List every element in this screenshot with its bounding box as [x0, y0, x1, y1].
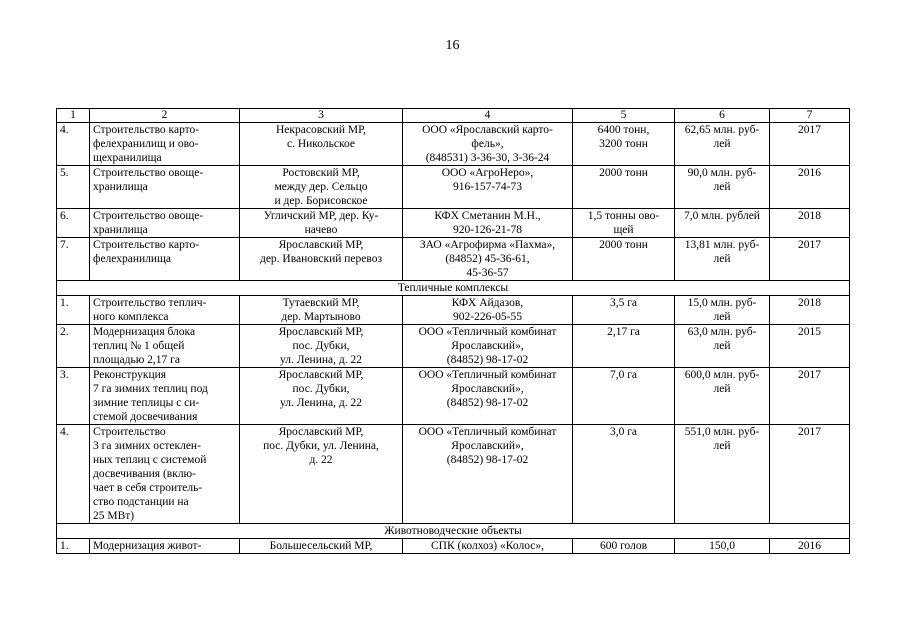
header-cell: 3 — [240, 109, 403, 123]
table-cell: 1,5 тонны ово- щей — [573, 209, 675, 238]
table-cell: 2016 — [770, 539, 850, 554]
table-cell: 551,0 млн. руб- лей — [675, 425, 770, 524]
table-cell: Большесельский МР, — [240, 539, 403, 554]
table-row — [57, 425, 850, 524]
table-cell: 62,65 млн. руб- лей — [675, 123, 770, 166]
table-cell: 1. — [57, 296, 90, 325]
table-cell: 63,0 млн. руб- лей — [675, 325, 770, 368]
table-cell: 2016 — [770, 166, 850, 209]
table-cell: Ростовский МР, между дер. Сельцо и дер. Борисовское — [240, 166, 403, 209]
table-row — [57, 325, 850, 368]
table-cell: 4. — [57, 425, 90, 524]
table-cell: 7,0 млн. рублей — [675, 209, 770, 238]
table-cell: 2000 тонн — [573, 238, 675, 281]
header-cell: 4 — [403, 109, 573, 123]
table-cell: 2. — [57, 325, 90, 368]
header-cell: 7 — [770, 109, 850, 123]
table-row — [57, 539, 850, 554]
table-cell: СПК (колхоз) «Колос», — [403, 539, 573, 554]
table-cell: 2,17 га — [573, 325, 675, 368]
table-cell: 15,0 млн. руб- лей — [675, 296, 770, 325]
table-cell: ООО «Ярославский карто- фель», (848531) 3-36-30, 3-36-24 — [403, 123, 573, 166]
projects-table — [56, 108, 850, 554]
table-cell: Модернизация блока теплиц № 1 общей площадью 2,17 га — [90, 325, 240, 368]
table-cell: Тутаевский МР, дер. Мартыново — [240, 296, 403, 325]
table-cell: 2000 тонн — [573, 166, 675, 209]
table-cell: 150,0 — [675, 539, 770, 554]
table-cell: 3,5 га — [573, 296, 675, 325]
table-cell: 3. — [57, 368, 90, 425]
header-cell: 2 — [90, 109, 240, 123]
table-row — [57, 209, 850, 238]
table-cell: 2018 — [770, 296, 850, 325]
table-cell: 600,0 млн. руб- лей — [675, 368, 770, 425]
table-cell: Строительство овоще- хранилища — [90, 209, 240, 238]
section-row — [57, 524, 850, 539]
table-cell: Ярославский МР, пос. Дубки, ул. Ленина, д. 22 — [240, 325, 403, 368]
table-cell: ООО «Тепличный комбинат Ярославский», (84852) 98-17-02 — [403, 325, 573, 368]
header-cell: 6 — [675, 109, 770, 123]
table-cell: 4. — [57, 123, 90, 166]
table-cell: 2017 — [770, 123, 850, 166]
table-row — [57, 238, 850, 281]
section-heading: Животноводческие объекты — [57, 524, 850, 539]
table-cell: Строительство карто- фелехранилищ и ово- щехранилища — [90, 123, 240, 166]
table-cell: 2015 — [770, 325, 850, 368]
table-cell: Ярославский МР, дер. Ивановский перевоз — [240, 238, 403, 281]
table-cell: Ярославский МР, пос. Дубки, ул. Ленина, д. 22 — [240, 368, 403, 425]
table-header — [57, 109, 850, 123]
table-row — [57, 368, 850, 425]
table-cell: ЗАО «Агрофирма «Пахма», (84852) 45-36-61, 45-36-57 — [403, 238, 573, 281]
table-cell: 600 голов — [573, 539, 675, 554]
table-cell: Реконструкция 7 га зимних теплиц под зимние теплицы с си- стемой досвечивания — [90, 368, 240, 425]
table-cell: Строительство карто- фелехранилища — [90, 238, 240, 281]
header-row — [57, 109, 850, 123]
table-row — [57, 166, 850, 209]
table-cell: Строительство 3 га зимних остеклен- ных теплиц с системой досвечивания (вклю- чает в себя строитель- ство подстанции на 25 МВт) — [90, 425, 240, 524]
table-cell: Строительство теплич- ного комплекса — [90, 296, 240, 325]
table-cell: Некрасовский МР, с. Никольское — [240, 123, 403, 166]
table-cell: 5. — [57, 166, 90, 209]
table-cell: Модернизация живот- — [90, 539, 240, 554]
table-cell: 13,81 млн. руб- лей — [675, 238, 770, 281]
table-cell: 6400 тонн, 3200 тонн — [573, 123, 675, 166]
table-cell: 2017 — [770, 368, 850, 425]
table-cell: 3,0 га — [573, 425, 675, 524]
section-row — [57, 281, 850, 296]
table-row — [57, 296, 850, 325]
table-body — [57, 123, 850, 554]
table-cell: КФХ Сметанин М.Н., 920-126-21-78 — [403, 209, 573, 238]
table-cell: 2018 — [770, 209, 850, 238]
section-heading: Тепличные комплексы — [57, 281, 850, 296]
table-row — [57, 123, 850, 166]
table-cell: 1. — [57, 539, 90, 554]
header-cell: 1 — [57, 109, 90, 123]
table-cell: 2017 — [770, 425, 850, 524]
table-cell: 6. — [57, 209, 90, 238]
table-cell: 7. — [57, 238, 90, 281]
table-cell: 2017 — [770, 238, 850, 281]
header-cell: 5 — [573, 109, 675, 123]
table-cell: Ярославский МР, пос. Дубки, ул. Ленина, д. 22 — [240, 425, 403, 524]
table-cell: Угличский МР, дер. Ку- начево — [240, 209, 403, 238]
table-cell: ООО «Тепличный комбинат Ярославский», (84852) 98-17-02 — [403, 425, 573, 524]
table-cell: Строительство овоще- хранилища — [90, 166, 240, 209]
table-cell: ООО «АгроНеро», 916-157-74-73 — [403, 166, 573, 209]
table-cell: КФХ Айдазов, 902-226-05-55 — [403, 296, 573, 325]
table-cell: ООО «Тепличный комбинат Ярославский», (84852) 98-17-02 — [403, 368, 573, 425]
table-cell: 90,0 млн. руб- лей — [675, 166, 770, 209]
page-number: 16 — [445, 38, 460, 53]
table-cell: 7,0 га — [573, 368, 675, 425]
